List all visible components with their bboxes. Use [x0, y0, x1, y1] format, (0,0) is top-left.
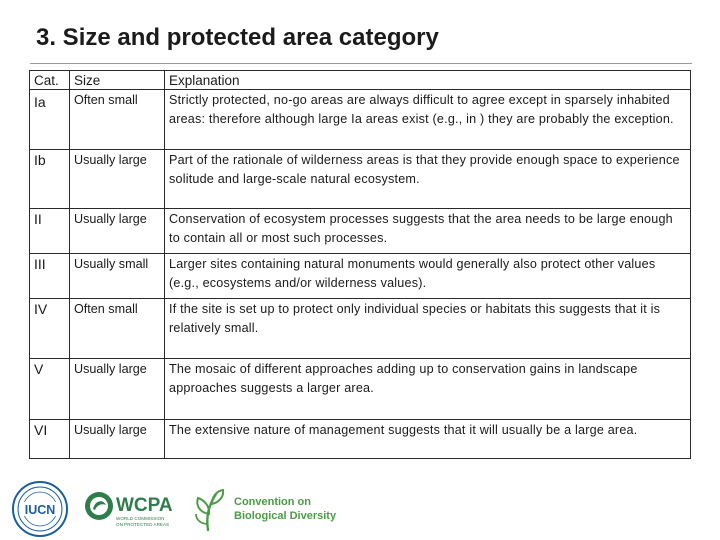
- iucn-text: IUCN: [24, 503, 56, 517]
- category-label: II: [30, 209, 70, 254]
- cell-explanation: The extensive nature of management suggests that it will usually be a large area.: [165, 420, 691, 459]
- category-label: III: [30, 254, 70, 299]
- cell-size: Usually large: [70, 359, 165, 420]
- table-row: [30, 254, 691, 299]
- category-label: Ib: [30, 150, 70, 209]
- iucn-logo: [8, 480, 72, 538]
- table-header-row: [30, 71, 691, 90]
- table-row: [30, 299, 691, 359]
- cell-size: Usually large: [70, 209, 165, 254]
- cell-explanation: The mosaic of different approaches adding up to conservation gains in landscape approaches suggests a larger area.: [165, 359, 691, 420]
- page-title: 3. Size and protected area category: [36, 24, 439, 51]
- cell-explanation: Part of the rationale of wilderness areas is that they provide enough space to experience solitude and large-scale natural ecosystem.: [165, 150, 691, 209]
- table-row: [30, 359, 691, 420]
- wcpa-text: WCPA: [116, 495, 173, 516]
- header-size: Size: [70, 71, 165, 90]
- table-row: [30, 420, 691, 459]
- cbd-text-2: Biological Diversity: [234, 510, 337, 522]
- cbd-text-1: Convention on: [234, 496, 311, 508]
- table-row: [30, 209, 691, 254]
- category-label: IV: [30, 299, 70, 359]
- cell-explanation: Larger sites containing natural monuments would generally also protect other values (e.g., ecosystems and/or wilderness values).: [165, 254, 691, 299]
- wcpa-logo: [82, 486, 178, 536]
- cell-size: Usually large: [70, 150, 165, 209]
- cell-cat: [30, 90, 70, 150]
- table-row: [30, 90, 691, 150]
- category-label: V: [30, 359, 70, 420]
- wcpa-subtitle-1: WORLD COMMISSION: [116, 516, 165, 521]
- category-label: Ia: [34, 94, 46, 110]
- cell-explanation: Conservation of ecosystem processes suggests that the area needs to be large enough to contain all or most such processes.: [165, 209, 691, 254]
- cell-size: Usually large: [70, 420, 165, 459]
- cell-size: Often small: [70, 299, 165, 359]
- cell-explanation: If the site is set up to protect only individual species or habitats this suggests that it is relatively small.: [165, 299, 691, 359]
- cell-size: Usually small: [70, 254, 165, 299]
- header-cat: Cat.: [30, 71, 70, 90]
- category-table: [29, 70, 691, 459]
- cell-size: Often small: [70, 90, 165, 150]
- wcpa-subtitle-2: ON PROTECTED AREAS: [116, 522, 170, 527]
- cbd-logo: [190, 484, 340, 534]
- title-divider: [30, 63, 692, 64]
- footer-logos: [0, 478, 720, 540]
- category-label: VI: [30, 420, 70, 459]
- table-row: [30, 150, 691, 209]
- cell-explanation: Strictly protected, no-go areas are always difficult to agree except in sparsely inhabited areas: therefore although large Ia areas exist (e.g., in ) they are probably the exception.: [165, 90, 691, 150]
- header-explanation: Explanation: [165, 71, 691, 90]
